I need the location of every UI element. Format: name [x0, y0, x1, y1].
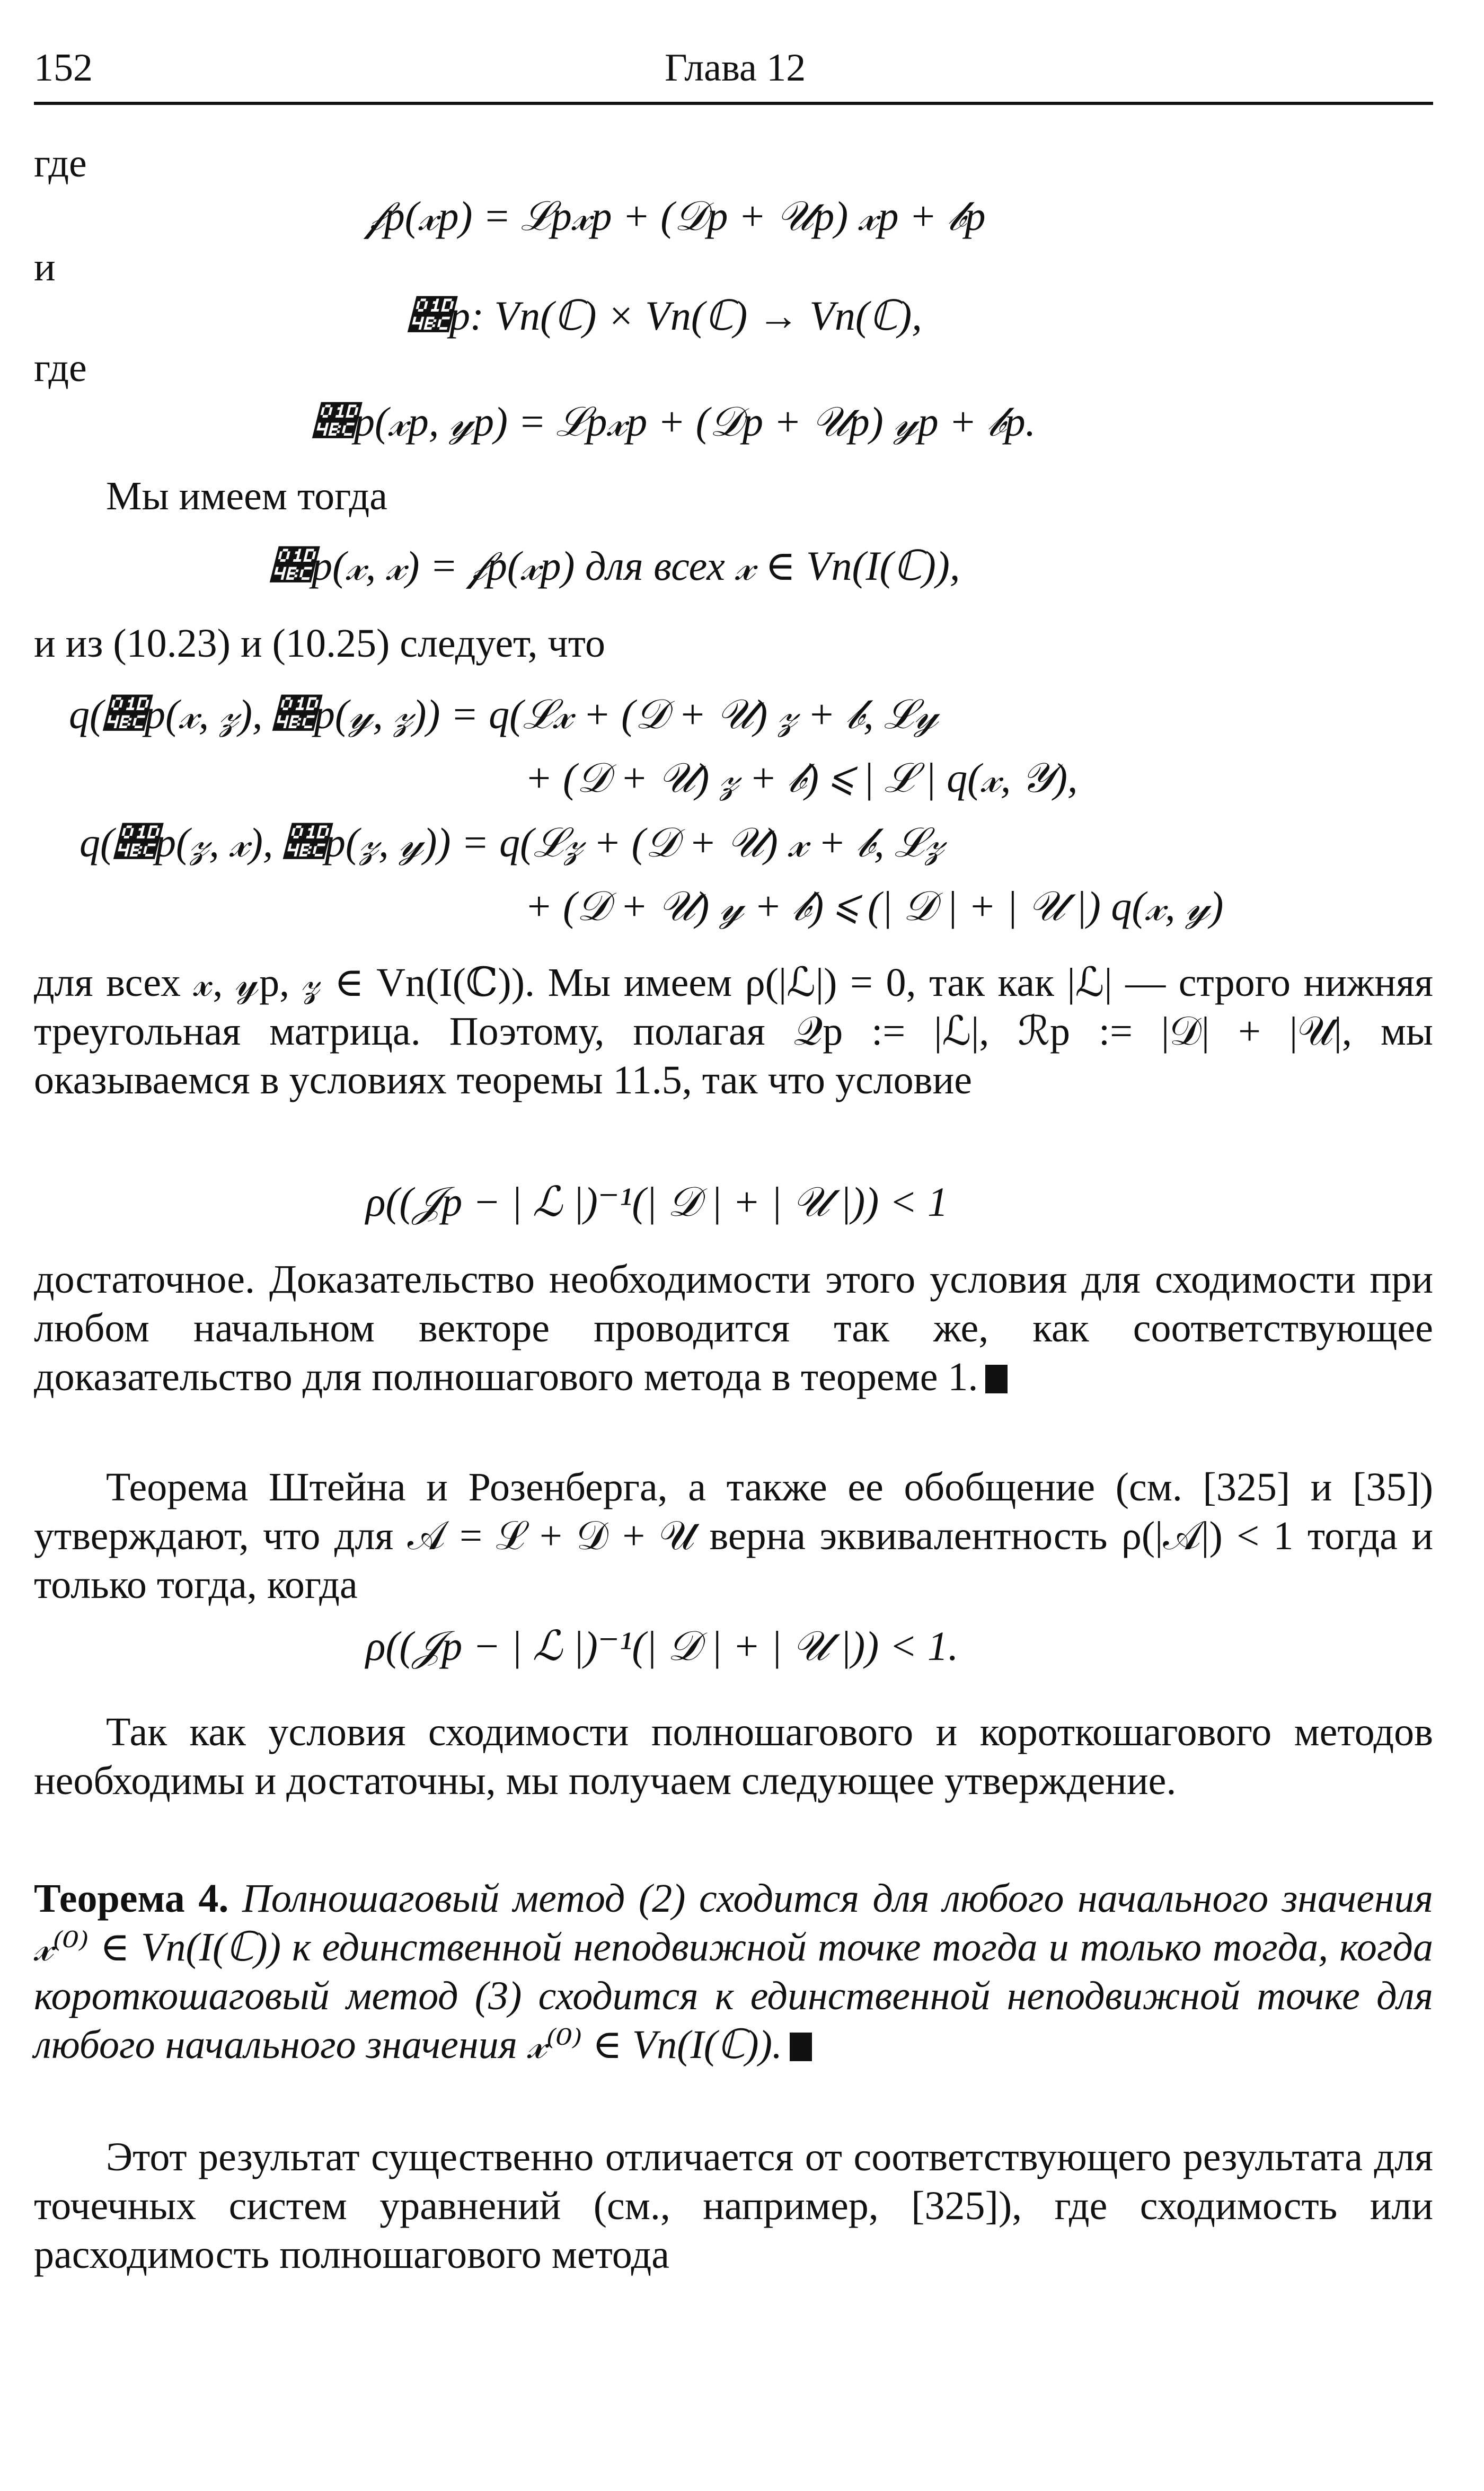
qed-mark [985, 1365, 1008, 1393]
equation-q2-line1: q(𝒼p(𝓏, 𝓍), 𝒼p(𝓏, 𝓎)) = q(ℒ𝓏 + (𝒟 + 𝒰) 𝓍 + 𝒷, ℒ𝓏 [80, 819, 944, 865]
page-header [34, 46, 1433, 104]
equation-fp: 𝒻p(𝓍p) = ℒp𝓍p + (𝒟p + 𝒰p) 𝓍p + 𝒷p [366, 193, 986, 239]
equation-fixed-point: 𝒼p(𝓍, 𝓍) = 𝒻p(𝓍p) для всех 𝓍 ∈ Vn(I(ℂ)), [270, 543, 960, 589]
text-where-1: где [34, 141, 87, 186]
equation-gp-def: 𝒼p(𝓍p, 𝓎p) = ℒp𝓍p + (𝒟p + 𝒰p) 𝓎p + 𝒷p. [313, 399, 1036, 445]
paragraph-result: Этот результат существенно отличается от соответствующего результата для точечных систем уравнений (см., например, [325]), где сходимость или расходимость полношагового метода [34, 2135, 1433, 2277]
paragraph-stein-rosenberg: Теорема Штейна и Розенберга, а также ее обобщение (см. [325] и [35]) утверждают, что для 𝒜 = ℒ + 𝒟 + 𝒰 верна эквивалентность ρ(|𝒜|) < 1 тогда и только тогда, когда [34, 1465, 1433, 1607]
equation-equivalence: ρ((𝒥p − | ℒ |)⁻¹(| 𝒟 | + | 𝒰 |)) < 1. [366, 1623, 959, 1669]
paragraph-conditions: Так как условия сходимости полношагового и короткошагового методов необходимы и достаточны, мы получаем следующее утверждение. [34, 1710, 1433, 1803]
text-and: и [34, 245, 56, 289]
qed-mark-theorem [790, 2033, 812, 2061]
text-where-2: где [34, 346, 87, 390]
header-rule [34, 102, 1433, 105]
equation-gp-map: 𝒼p: Vn(ℂ) × Vn(ℂ) → Vn(ℂ), [408, 293, 922, 339]
equation-q1-line2: + (𝒟 + 𝒰) 𝓏 + 𝒷) ⩽ | ℒ | q(𝓍, 𝒴), [525, 755, 1078, 801]
theorem-4 [34, 1874, 1433, 2069]
paragraph-lower-triangular: для всех 𝓍, 𝓎p, 𝓏 ∈ Vn(I(ℂ)). Мы имеем ρ(|ℒ|) = 0, так как |ℒ| — строго нижняя треугольная матрица. Поэтому, полагая 𝒬p := |ℒ|, ℛp := |𝒟| + |𝒰|, мы оказываемся в условиях теоремы 11.5, так что условие [34, 960, 1433, 1102]
paragraph-proof-end [34, 1255, 1433, 1401]
equation-q2-line2: + (𝒟 + 𝒰) 𝓎 + 𝒷) ⩽ (| 𝒟 | + | 𝒰 |) q(𝓍, 𝓎) [525, 883, 1224, 929]
theorem-label: Теорема 4. [34, 1876, 229, 1921]
theorem-body: Полношаговый метод (2) сходится для любого начального значения 𝓍⁽⁰⁾ ∈ Vn(I(ℂ)) к единственной неподвижной точке тогда и только тогда, когда короткошаговый метод (3) сходится к единственной неподвижной точке для любого начального значения 𝓍⁽⁰⁾ ∈ Vn(I(ℂ)). [34, 1876, 1434, 2067]
text-follows: и из (10.23) и (10.25) следует, что [34, 621, 605, 666]
page-number: 152 [34, 46, 93, 90]
text-we-have-then: Мы имеем тогда [106, 474, 387, 518]
equation-condition: ρ((𝒥p − | ℒ |)⁻¹(| 𝒟 | + | 𝒰 |)) < 1 [366, 1179, 948, 1225]
chapter-title: Глава 12 [665, 46, 806, 90]
equation-q1-line1: q(𝒼p(𝓍, 𝓏), 𝒼p(𝓎, 𝓏)) = q(ℒ𝓍 + (𝒟 + 𝒰) 𝓏 + 𝒷, ℒ𝓎 [69, 691, 939, 737]
paragraph-proof-text: достаточное. Доказательство необходимости этого условия для сходимости при любом начальном векторе проводится так же, как соответствующее доказательство для полношагового метода в теореме 1. [34, 1257, 1433, 1399]
